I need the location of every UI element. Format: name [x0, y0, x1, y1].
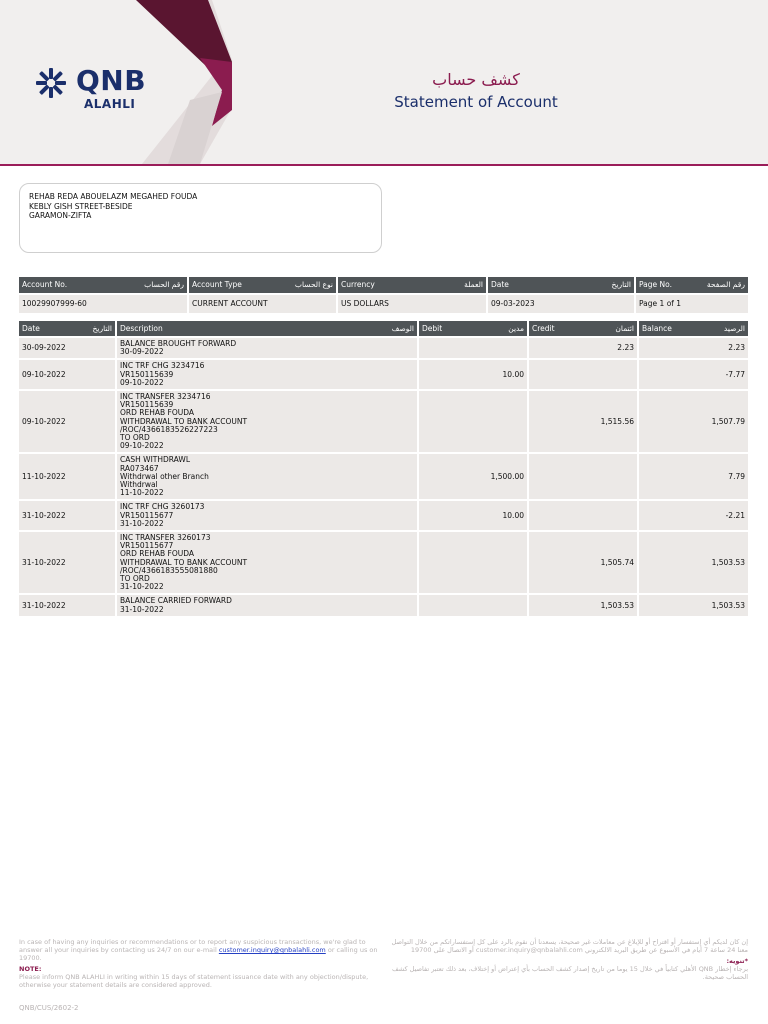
footer-contact-text: In case of having any inquiries or recommendations or to report any suspicious transactions, we're glad to answer all your inquiries by contacting us 24/7 on our e-mail customer.inquiry@qnbalahli.com or calling us on 19700. [19, 938, 378, 962]
row-date: 31-10-2022 [19, 595, 115, 615]
row-date: 09-10-2022 [19, 391, 115, 452]
address-line: GARAMON-ZIFTA [29, 211, 92, 220]
header-date: Date التاريخ [488, 277, 634, 293]
logo-text: QNB [76, 64, 147, 97]
row-balance: 1,503.53 [639, 532, 748, 593]
column-header-date: Date التاريخ [19, 321, 115, 336]
table-row [19, 532, 748, 593]
title-arabic: كشف حساب [432, 70, 520, 89]
header-account-no: Account No. رقم الحساب [19, 277, 187, 293]
column-header-debit: Debit مدين [419, 321, 527, 336]
row-balance: 1,507.79 [639, 391, 748, 452]
page-number: Page 1 of 1 [636, 295, 748, 313]
address-line: KEBLY GISH STREET-BESIDE [29, 201, 133, 211]
column-header-balance: Balance الرصيد [639, 321, 748, 336]
footer-english [19, 938, 383, 989]
row-description: INC TRF CHG 3260173 VR150115677 31-10-2022 [117, 501, 417, 530]
row-debit: 10.00 [419, 501, 527, 530]
header-account-type: Account Type نوع الحساب [189, 277, 336, 293]
column-header-credit: Credit ائتمان [529, 321, 637, 336]
row-date: 30-09-2022 [19, 338, 115, 358]
header-divider [0, 164, 768, 166]
row-description: INC TRF CHG 3234716 VR150115639 09-10-2022 [117, 360, 417, 389]
row-description: BALANCE CARRIED FORWARD 31-10-2022 [117, 595, 417, 615]
customer-address-box [19, 183, 382, 253]
table-row [19, 501, 748, 530]
row-credit [529, 501, 637, 530]
page-header [0, 0, 768, 164]
row-debit [419, 338, 527, 358]
account-number: 10029907999-60 [19, 295, 187, 313]
row-date: 09-10-2022 [19, 360, 115, 389]
row-credit: 2.23 [529, 338, 637, 358]
row-debit [419, 595, 527, 615]
address-line: REHAB REDA ABOUELAZM MEGAHED FOUDA [29, 192, 198, 201]
support-email-link[interactable]: customer.inquiry@qnbalahli.com [218, 946, 326, 954]
footer-arabic [389, 938, 748, 981]
row-balance: 1,503.53 [639, 595, 748, 615]
logo-subtext: ALAHLI [84, 97, 136, 111]
table-row [19, 391, 748, 452]
account-info-table [19, 277, 748, 313]
row-balance: -7.77 [639, 360, 748, 389]
table-row [19, 595, 748, 615]
row-date: 31-10-2022 [19, 501, 115, 530]
row-credit [529, 360, 637, 389]
row-debit: 1,500.00 [419, 454, 527, 499]
row-credit: 1,515.56 [529, 391, 637, 452]
table-row [19, 360, 748, 389]
footer-note-arabic [389, 957, 748, 981]
note-text: Please inform QNB ALAHLI in writing within 15 days of statement issuance date with any objection/dispute, otherwise your statement details are considered approved. [19, 973, 369, 989]
form-code: QNB/CUS/2602-2 [19, 1004, 79, 1012]
statement-date: 09-03-2023 [488, 295, 634, 313]
transactions-table [19, 321, 748, 616]
row-date: 11-10-2022 [19, 454, 115, 499]
row-credit: 1,503.53 [529, 595, 637, 615]
header-currency: Currency العملة [338, 277, 486, 293]
row-debit [419, 532, 527, 593]
row-debit: 10.00 [419, 360, 527, 389]
row-credit [529, 454, 637, 499]
footer-contact-text-arabic: إن كان لديكم أي إستفسار أو اقتراح أو للإبلاغ عن معاملات غير صحيحة، يسعدنا أن نقوم بالرد على كل إستفساراتكم من خلال التواصل معنا 24 ساعة 7 أيام في الأسبوع عن طريق البريد الالكتروني customer.inquiry@qnbalahli.com أو الاتصال على 19700 [391, 938, 748, 954]
column-header-description: Description الوصف [117, 321, 417, 336]
row-debit [419, 391, 527, 452]
table-row [19, 338, 748, 358]
table-row [19, 454, 748, 499]
footer-note [19, 965, 383, 989]
currency: US DOLLARS [338, 295, 486, 313]
account-type: CURRENT ACCOUNT [189, 295, 336, 313]
note-text-arabic: برجاء إخطار QNB الأهلي كتابياً في خلال 15 يوما من تاريخ إصدار كشف الحساب بأي إعتراض أو إختلاف، بعد ذلك تعتبر تفاصيل كشف الحساب صحيحة. [391, 965, 748, 981]
note-label: NOTE: [19, 965, 42, 973]
row-date: 31-10-2022 [19, 532, 115, 593]
page-title: Statement of Account [394, 93, 558, 111]
note-label-arabic: *تنويه: [726, 957, 748, 965]
header-page-no: Page No. رقم الصفحة [636, 277, 748, 293]
row-balance: -2.21 [639, 501, 748, 530]
row-description: CASH WITHDRAWL RA073467 Withdrwal other Branch Withdrwal 11-10-2022 [117, 454, 417, 499]
row-description: INC TRANSFER 3260173 VR150115677 ORD REHAB FOUDA WITHDRAWAL TO BANK ACCOUNT /ROC/4366183555081880 TO ORD 31-10-2022 [117, 532, 417, 593]
row-description: BALANCE BROUGHT FORWARD 30-09-2022 [117, 338, 417, 358]
row-balance: 7.79 [639, 454, 748, 499]
row-description: INC TRANSFER 3234716 VR150115639 ORD REHAB FOUDA WITHDRAWAL TO BANK ACCOUNT /ROC/4366183526227223 TO ORD 09-10-2022 [117, 391, 417, 452]
row-balance: 2.23 [639, 338, 748, 358]
row-credit: 1,505.74 [529, 532, 637, 593]
qnb-emblem-icon [34, 66, 68, 100]
